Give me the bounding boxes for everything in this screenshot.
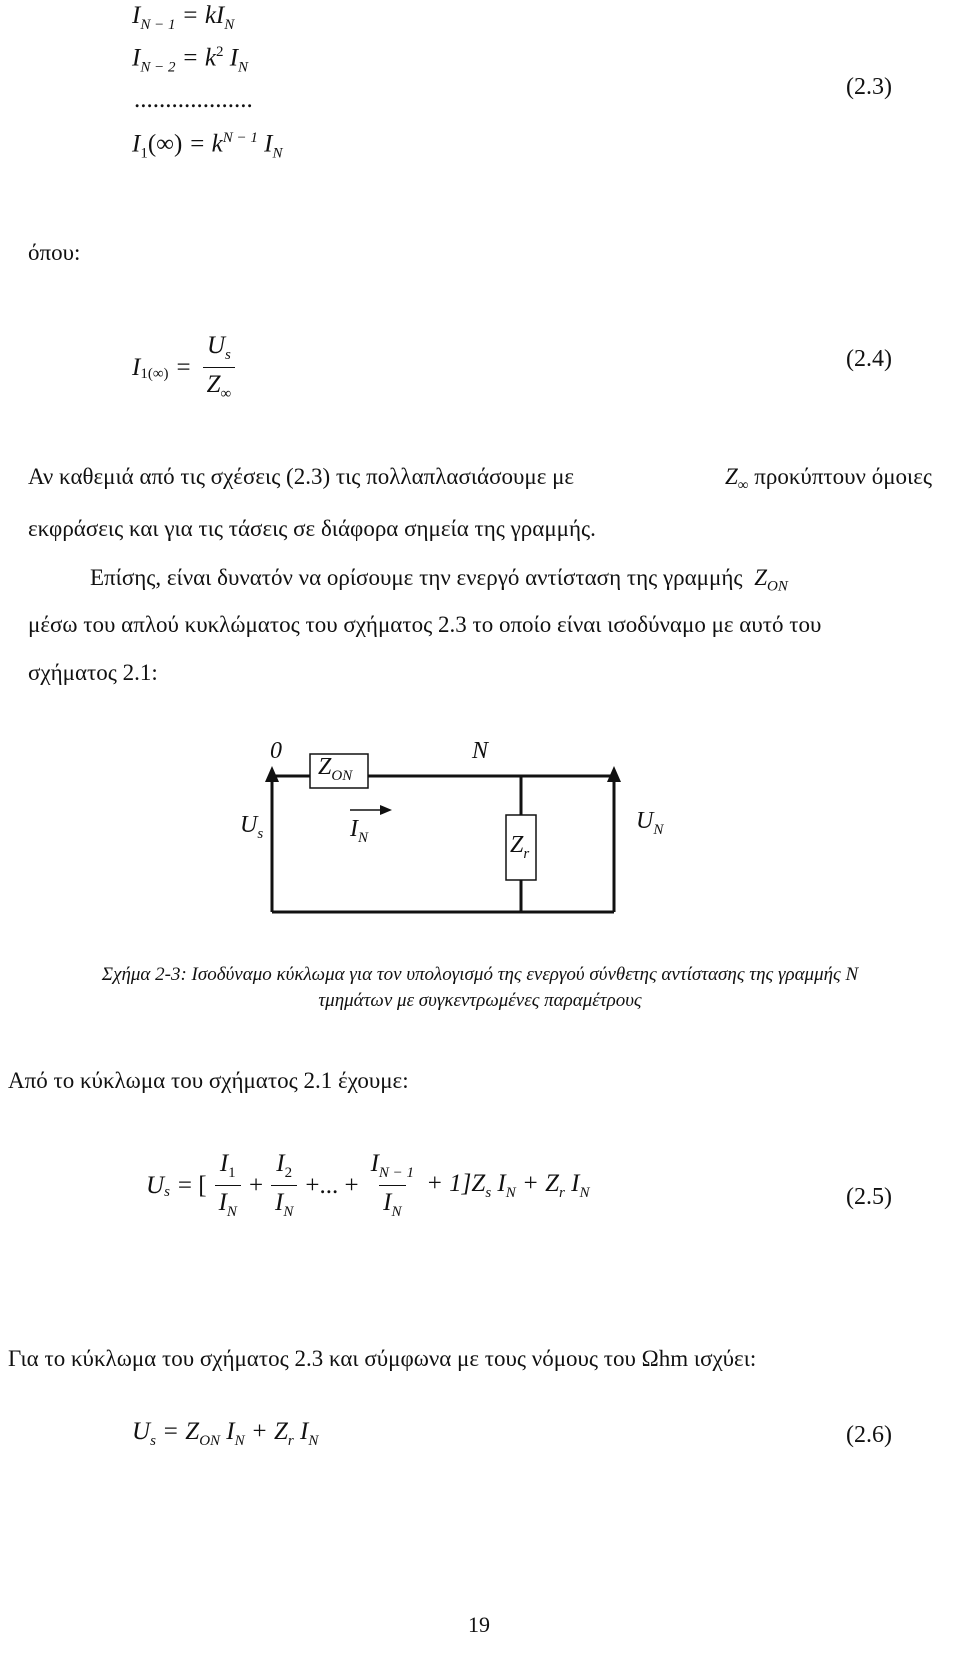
current-arrow-head bbox=[380, 805, 392, 815]
paragraph-2-line-3: σχήματος 2.1: bbox=[28, 660, 158, 685]
node-0-label: 0 bbox=[270, 738, 282, 764]
text-opou: όπου: bbox=[28, 240, 81, 265]
equation-number-2-3: (2.3) bbox=[846, 74, 892, 100]
eq25-fraction-3: $\frac{I_{N - 1}}{I_N}$ bbox=[370, 1150, 415, 1220]
eq24: I $_{1(\infty)}$ = $\frac{U_s}{Z_\infty}$ bbox=[132, 332, 239, 403]
zr-label: $Z_r$ bbox=[510, 832, 530, 862]
paragraph-1-line-1: Αν καθεμιά από τις σχέσεις (2.3) τις πολλαπλασιάσουμε με $Z_\infty$ προκύπτουν όμοιες bbox=[28, 464, 932, 494]
paragraph-2-line-2: μέσω του απλού κυκλώματος του σχήματος 2.3 το οποίο είναι ισοδύναμο με αυτό του bbox=[28, 612, 822, 637]
paragraph-1-line-2: εκφράσεις και για τις τάσεις σε διάφορα σημεία της γραμμής. bbox=[28, 516, 596, 541]
in-label: $I_N$ bbox=[350, 816, 369, 846]
equation-number-2-5: (2.5) bbox=[846, 1184, 892, 1210]
figure-caption-line-1: Σχήμα 2-3: Ισοδύναμο κύκλωμα για τον υπολογισμό της ενεργού σύνθετης αντίστασης της γραμμής N bbox=[101, 964, 859, 985]
un-label: $U_N$ bbox=[636, 808, 664, 838]
eq25-fraction-2: $\frac{I_2}{I_N}$ bbox=[271, 1150, 297, 1221]
us-arrow-head bbox=[265, 766, 279, 782]
eq23-line1: $I_{N - 1} = kI_N$ bbox=[132, 2, 235, 33]
us-label: $U_s$ bbox=[240, 812, 264, 842]
equation-number-2-6: (2.6) bbox=[846, 1422, 892, 1448]
figure-caption-line-2: τμημάτων με συγκεντρωμένες παραμέτρους bbox=[318, 990, 642, 1011]
eq25: U $_s$ = [ $\frac{I_1}{I_N}$ + $\frac{I_2}{I_N}$ +... + $\frac{I_{N - 1}}{I_N}$ + $1]Z_s$ $I_N + Z_r$ $I_N$ bbox=[146, 1150, 590, 1220]
eq24-fraction: $\frac{U_s}{Z_\infty}$ bbox=[203, 332, 236, 403]
equation-number-2-4: (2.4) bbox=[846, 346, 892, 372]
z-on-label: $Z_{ON}$ bbox=[318, 754, 353, 784]
paragraph-4: Για το κύκλωμα του σχήματος 2.3 και σύμφωνα με τους νόμους του Ωhm ισχύει: bbox=[8, 1346, 757, 1371]
eq26: $U_s = Z_{ON}$ $I_N + Z_r$ $I_N$ bbox=[132, 1418, 319, 1449]
eq23-dots: ................... bbox=[134, 86, 253, 113]
eq23-line2: $I_{N - 2} = k^2$ $I_N$ bbox=[132, 44, 249, 76]
circuit-diagram bbox=[0, 730, 960, 970]
un-arrow-head bbox=[607, 766, 621, 782]
paragraph-2-line-1: Επίσης, είναι δυνατόν να ορίσουμε την ενεργό αντίσταση της γραμμής $Z_{ON}$ bbox=[90, 565, 788, 595]
eq25-fraction-1: $\frac{I_1}{I_N}$ bbox=[215, 1150, 241, 1221]
paragraph-3: Από το κύκλωμα του σχήματος 2.1 έχουμε: bbox=[8, 1068, 409, 1093]
node-n-label: N bbox=[472, 738, 489, 764]
page-number: 19 bbox=[468, 1612, 490, 1637]
eq23-line4: $I_1(\infty) = k^{N - 1}$ $I_N$ bbox=[132, 130, 283, 162]
